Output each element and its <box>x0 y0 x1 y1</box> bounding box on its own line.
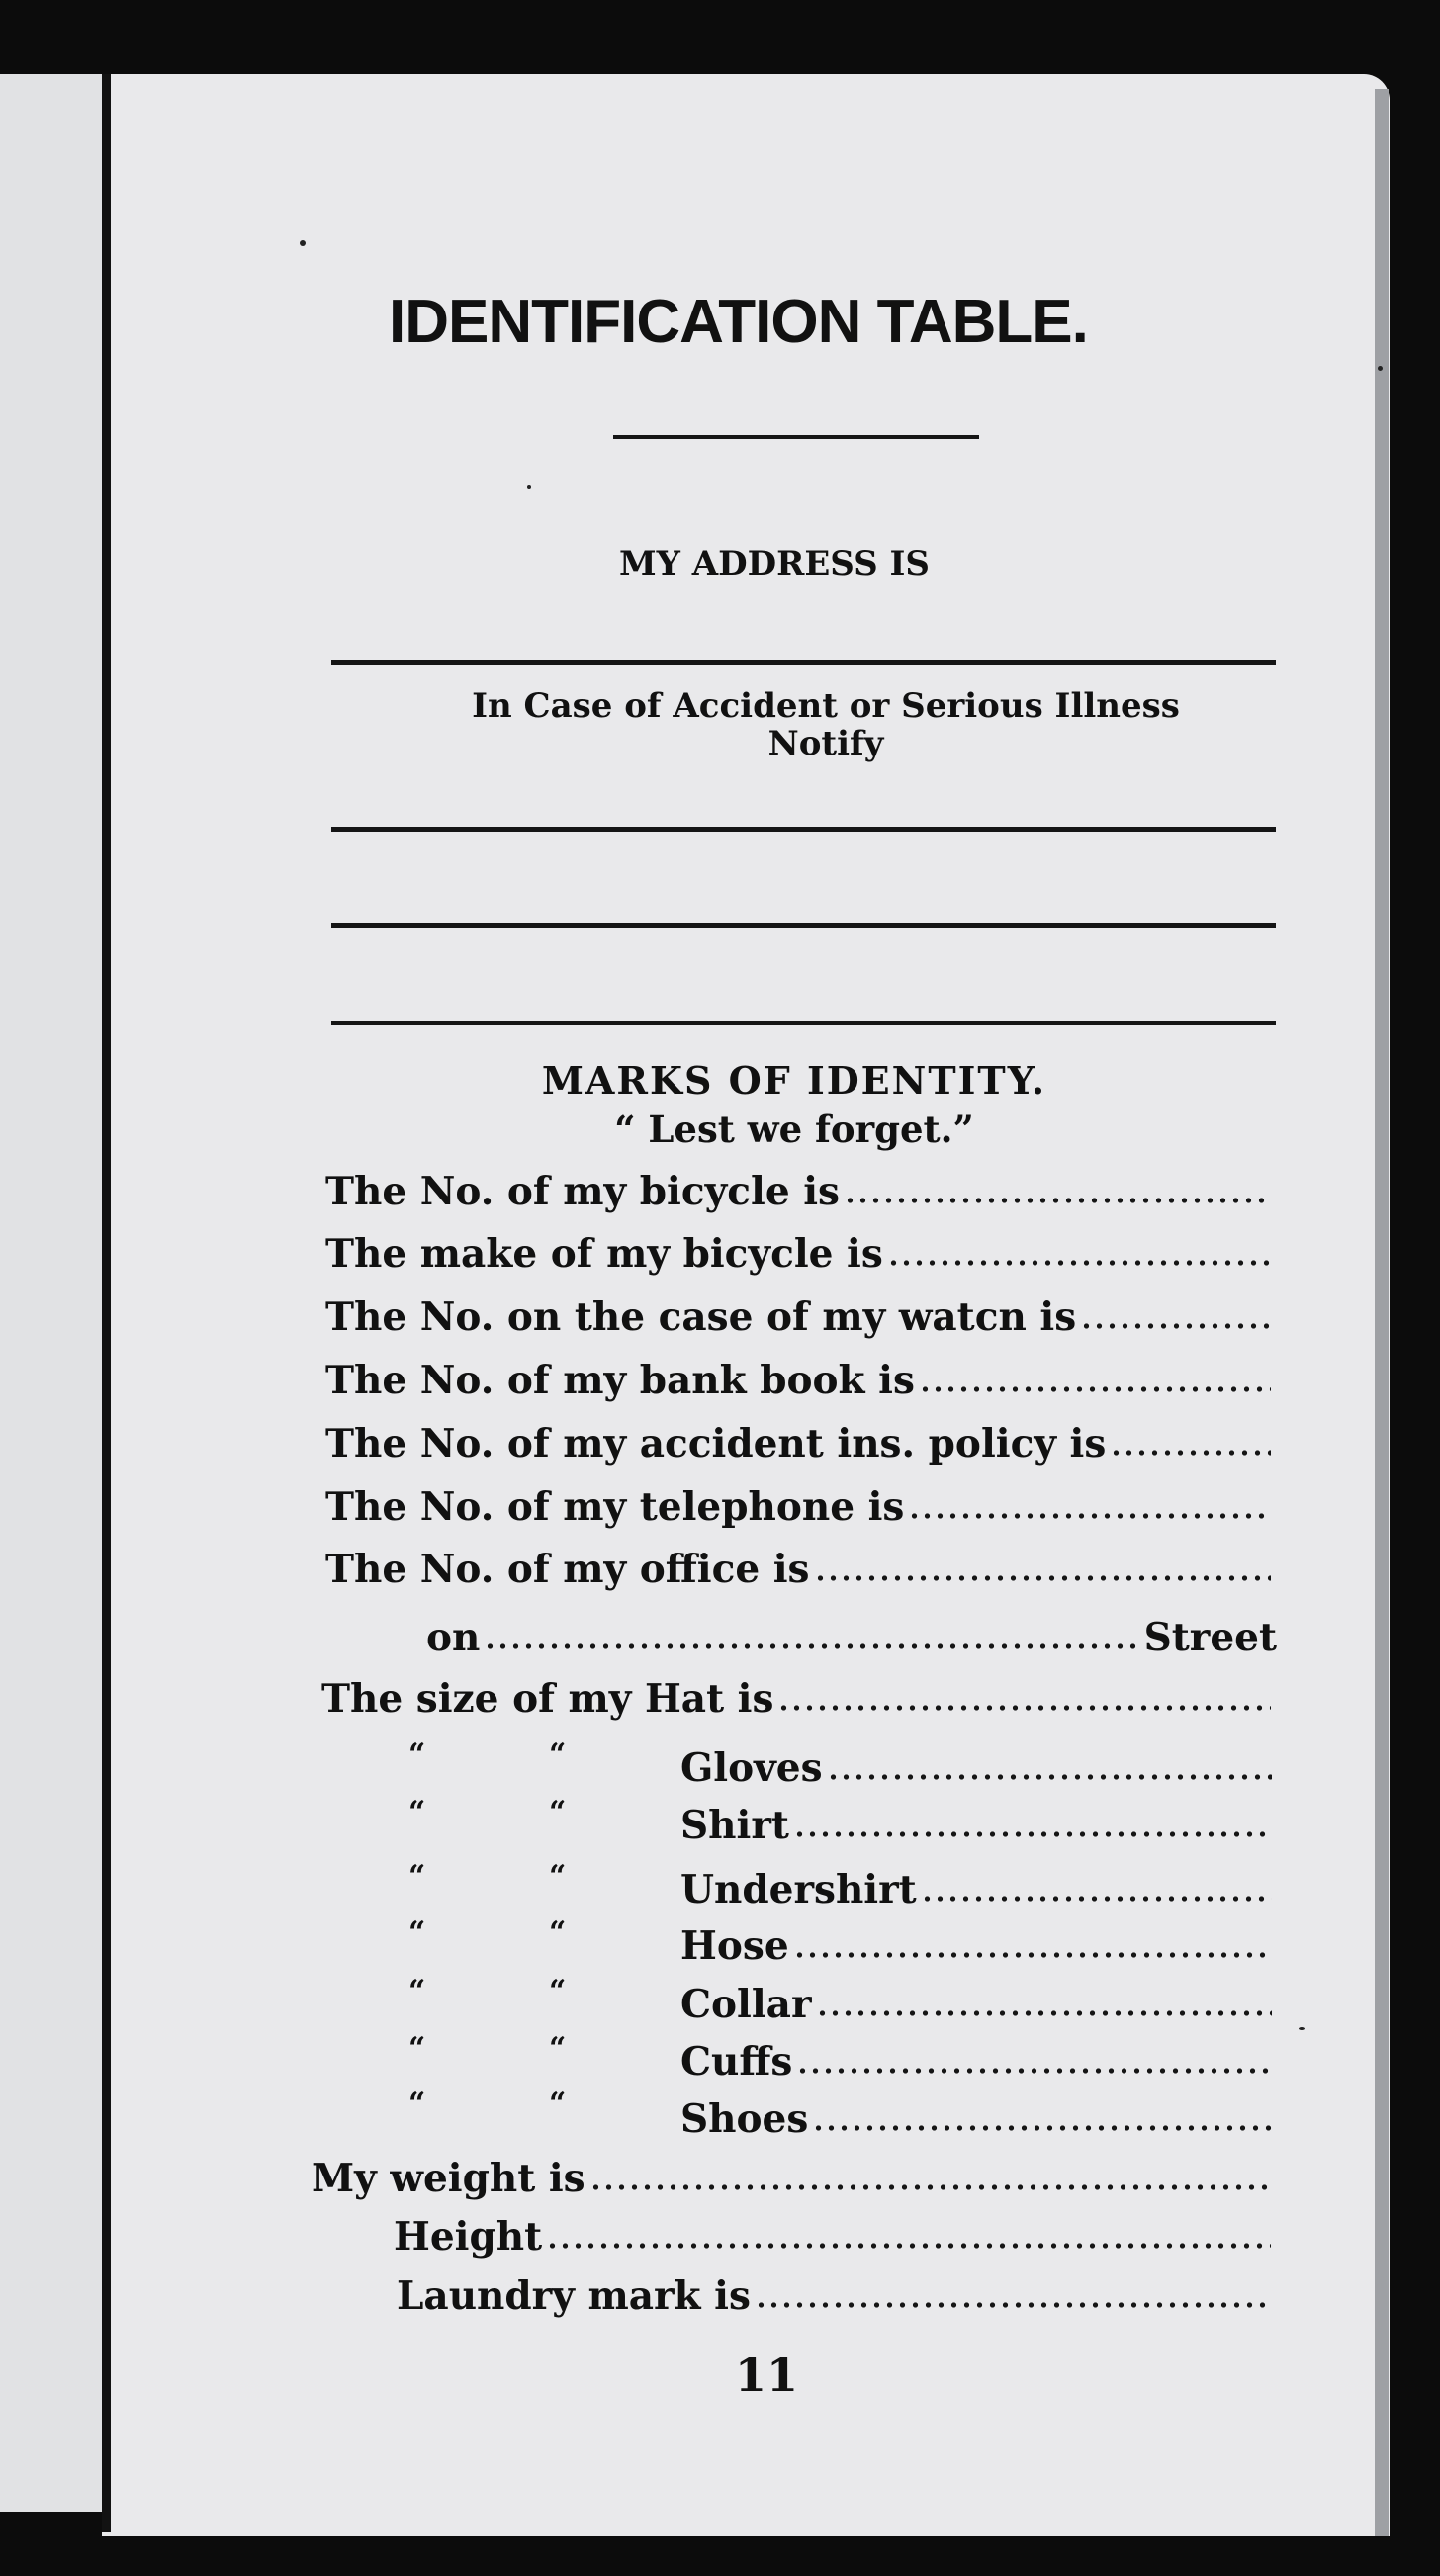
scan-speck <box>1299 2027 1305 2030</box>
field-laundry-mark <box>397 2271 1275 2321</box>
field-label: Cuffs <box>680 2039 793 2085</box>
field-label: Gloves <box>680 1745 823 1791</box>
notify-line-2: Notify <box>767 724 884 763</box>
dotted-leader <box>589 2183 1271 2191</box>
dotted-leader <box>1110 1449 1271 1457</box>
dotted-leader <box>755 2301 1271 2309</box>
field-label: The No. of my telephone is <box>325 1484 905 1530</box>
field-label: Laundry mark is <box>397 2273 751 2319</box>
ditto-mark: “ <box>408 2031 426 2066</box>
ditto-mark: “ <box>549 1915 567 1950</box>
dotted-leader <box>919 1385 1271 1393</box>
page-content <box>102 0 1390 2576</box>
dotted-leader <box>1080 1322 1271 1330</box>
street-suffix: Street <box>1143 1615 1277 1660</box>
field-label: on <box>426 1615 481 1660</box>
field-label: Shirt <box>680 1803 789 1848</box>
field-height <box>394 2212 1275 2262</box>
field-label: The No. of my office is <box>325 1547 810 1592</box>
ditto-mark: “ <box>549 1737 567 1772</box>
ditto-mark: “ <box>549 1795 567 1829</box>
field-bank-book-number <box>325 1356 1275 1405</box>
scan-speck <box>527 485 531 489</box>
ditto-mark: “ <box>549 2031 567 2066</box>
dotted-leader <box>816 2009 1272 2017</box>
ditto-mark: “ <box>408 1859 426 1894</box>
address-heading: MY ADDRESS IS <box>619 544 930 583</box>
field-label: The No. of my bank book is <box>325 1358 915 1403</box>
field-label: Collar <box>680 1982 812 2027</box>
dotted-leader <box>796 2067 1272 2075</box>
emergency-notify-heading <box>331 687 1320 762</box>
field-label: The size of my Hat is <box>321 1676 774 1722</box>
ditto-mark: “ <box>408 2087 426 2121</box>
motto: “ Lest we forget.” <box>614 1108 974 1151</box>
ditto-mark: “ <box>408 1974 426 2008</box>
dotted-leader <box>812 2124 1272 2132</box>
field-office-number <box>325 1545 1275 1594</box>
field-label: The No. of my accident ins. policy is <box>325 1421 1107 1466</box>
scan-speck <box>1378 366 1383 371</box>
ditto-mark: “ <box>408 1915 426 1950</box>
field-hose-size <box>680 1921 1276 1971</box>
dotted-leader <box>908 1512 1271 1520</box>
ditto-mark: “ <box>549 1974 567 2008</box>
dotted-leader <box>921 1895 1272 1903</box>
scan-speck <box>300 240 306 246</box>
dotted-leader <box>793 1951 1272 1959</box>
field-watch-case-number <box>325 1292 1275 1342</box>
dotted-leader <box>814 1574 1271 1582</box>
field-label: Shoes <box>680 2096 809 2142</box>
dotted-leader <box>777 1704 1271 1712</box>
address-rule <box>331 660 1276 665</box>
dotted-leader <box>484 1643 1139 1650</box>
field-label: The No. on the case of my watcn is <box>325 1294 1077 1340</box>
title-underline <box>613 435 979 439</box>
field-label: The No. of my bicycle is <box>325 1169 840 1214</box>
field-shoes-size <box>680 2094 1276 2144</box>
dotted-leader <box>827 1773 1272 1781</box>
field-label: Undershirt <box>680 1867 917 1912</box>
field-shirt-size <box>680 1801 1276 1850</box>
field-collar-size <box>680 1980 1276 2029</box>
field-label: The make of my bicycle is <box>325 1231 883 1277</box>
ditto-mark: “ <box>408 1795 426 1829</box>
ditto-mark: “ <box>549 1859 567 1894</box>
dotted-leader <box>793 1830 1272 1838</box>
dotted-leader <box>546 2242 1271 2250</box>
notify-rule-3 <box>331 1021 1276 1025</box>
field-cuffs-size <box>680 2037 1276 2087</box>
field-hat-size <box>321 1674 1275 1724</box>
field-office-street <box>426 1613 1277 1662</box>
field-bicycle-make <box>325 1229 1275 1279</box>
field-gloves-size <box>680 1743 1276 1793</box>
field-label: My weight is <box>312 2156 585 2201</box>
notify-line-1: In Case of Accident or Serious Illness <box>472 686 1180 726</box>
dotted-leader <box>887 1259 1271 1267</box>
page-title: IDENTIFICATION TABLE. <box>389 288 1088 356</box>
ditto-mark: “ <box>549 2087 567 2121</box>
field-accident-policy-number <box>325 1419 1275 1468</box>
field-telephone-number <box>325 1482 1275 1532</box>
dotted-leader <box>844 1197 1271 1204</box>
field-weight <box>312 2154 1275 2203</box>
notify-rule-2 <box>331 923 1276 928</box>
ditto-mark: “ <box>408 1737 426 1772</box>
page-number: 11 <box>735 2349 799 2402</box>
field-bicycle-number <box>325 1167 1275 1216</box>
field-undershirt-size <box>680 1865 1276 1914</box>
field-label: Hose <box>680 1923 789 1969</box>
marks-of-identity-heading: MARKS OF IDENTITY. <box>541 1058 1047 1103</box>
field-label: Height <box>394 2214 543 2260</box>
notify-rule-1 <box>331 827 1276 832</box>
